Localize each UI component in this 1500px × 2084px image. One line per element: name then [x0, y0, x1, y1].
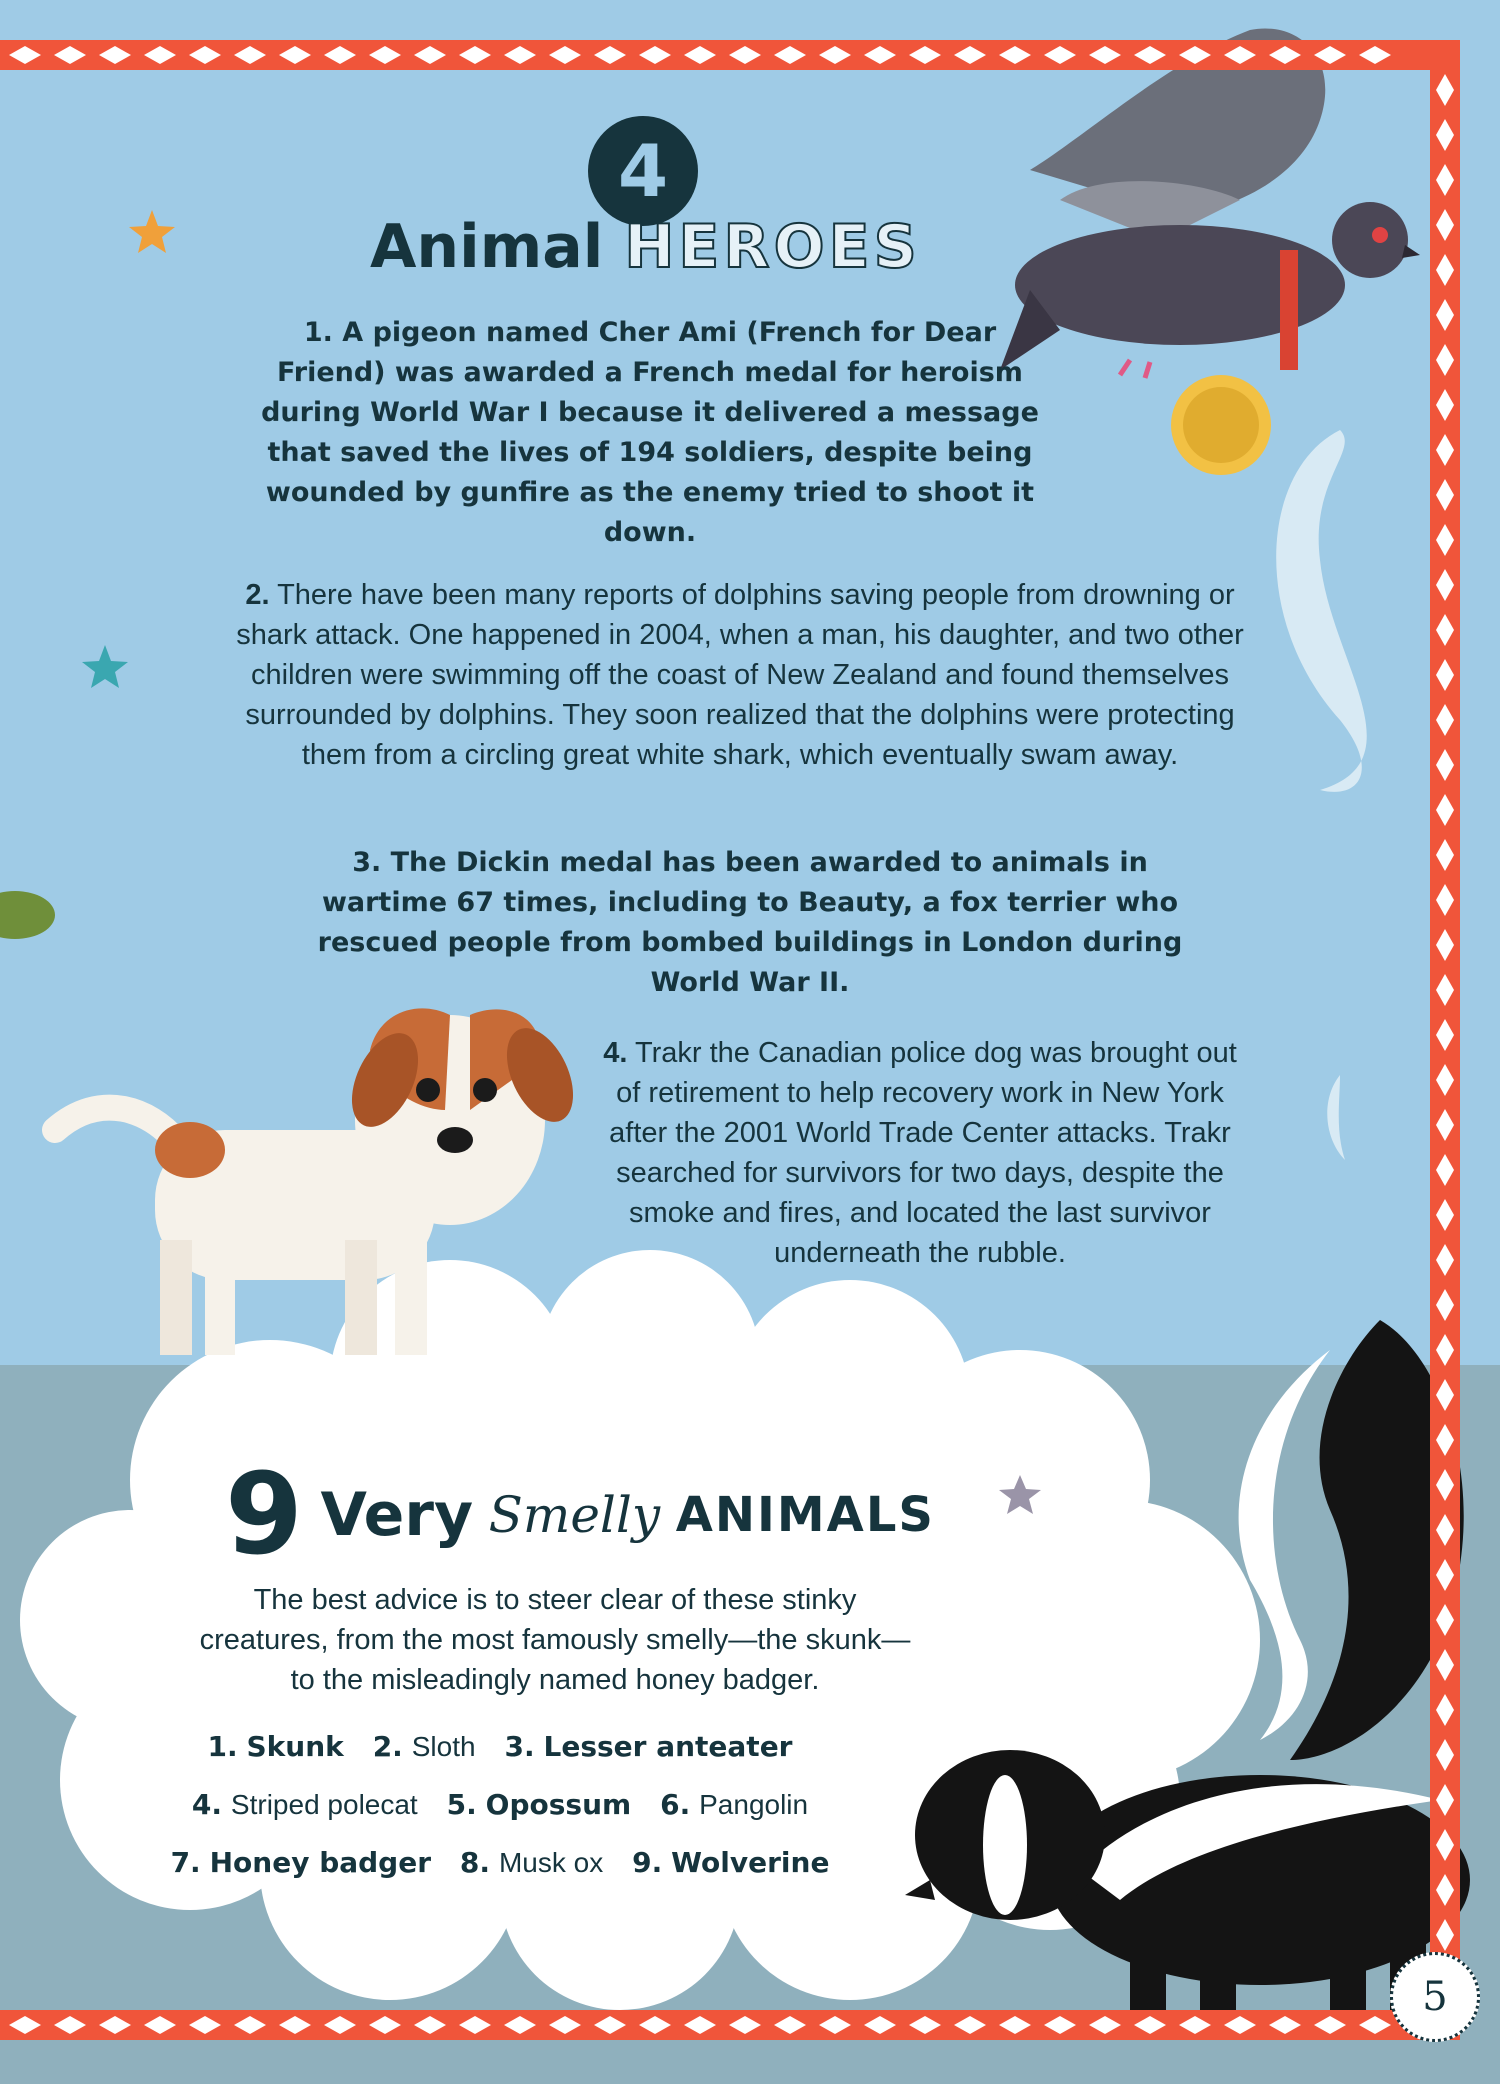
list-item: 1. Skunk [207, 1730, 344, 1763]
fact-text: There have been many reports of dolphins saving people from drowning or shark attack. One happened in 2004, when a man, his daughter, and two other children were swimming off the coast of New Zealand and found themselves surrounded by dolphins. They soon realized that the dolphins were protecting them from a circling great white shark, which eventually swam away. [236, 579, 1244, 771]
fact-number: 1. [303, 317, 333, 348]
title-very: Very [320, 1480, 474, 1550]
fact-text: Trakr the Canadian police dog was brought out of retirement to help recovery work in New York after the 2001 World Trade Center attacks. Trakr searched for survivors for two days, despite the smoke and fires, and located the last survivor underneath the rubble. [609, 1037, 1237, 1269]
smelly-list-row-2 [140, 1788, 860, 1821]
page-number: 5 [1390, 1952, 1480, 2042]
list-item: 8. Musk ox [459, 1846, 604, 1879]
fact-text: The Dickin medal has been awarded to animals in wartime 67 times, including to Beauty, a fox terrier who rescued people from bombed buildings in London during World War II. [317, 847, 1183, 998]
fact-number: 4. [603, 1037, 628, 1069]
list-item: 4. Striped polecat [191, 1788, 418, 1821]
title-plain: Animal [370, 212, 604, 282]
smelly-list-row-3 [140, 1846, 860, 1879]
fact-number: 3. [352, 847, 382, 878]
title-highlight: HEROES [624, 212, 921, 282]
fact-1 [255, 313, 1045, 553]
list-item: 6. Pangolin [660, 1788, 809, 1821]
list-item: 5. Opossum [446, 1788, 632, 1821]
fact-2 [230, 575, 1250, 775]
section2-number: 9 [225, 1450, 303, 1580]
smelly-list-row-1 [140, 1730, 860, 1763]
section2-intro: The best advice is to steer clear of these stinky creatures, from the most famously smelly—the skunk—to the misleadingly named honey badger. [199, 1584, 911, 1696]
fact-number: 2. [245, 579, 270, 611]
section-title [370, 212, 921, 282]
title-smelly: Smelly [488, 1486, 661, 1544]
list-item: 7. Honey badger [170, 1846, 432, 1879]
title-animals: ANIMALS [675, 1487, 935, 1543]
fact-4 [600, 1033, 1240, 1273]
list-item: 2. Sloth [372, 1730, 476, 1763]
list-item: 3. Lesser anteater [504, 1730, 793, 1763]
section2-title [225, 1450, 985, 1580]
list-item: 9. Wolverine [632, 1846, 830, 1879]
section-number-badge: 4 [588, 116, 698, 226]
fact-3 [290, 843, 1210, 1003]
fact-text: A pigeon named Cher Ami (French for Dear Friend) was awarded a French medal for heroism during World War I because it delivered a message that saved the lives of 194 soldiers, despite being wounded by gunfire as the enemy tried to shoot it down. [261, 317, 1039, 548]
